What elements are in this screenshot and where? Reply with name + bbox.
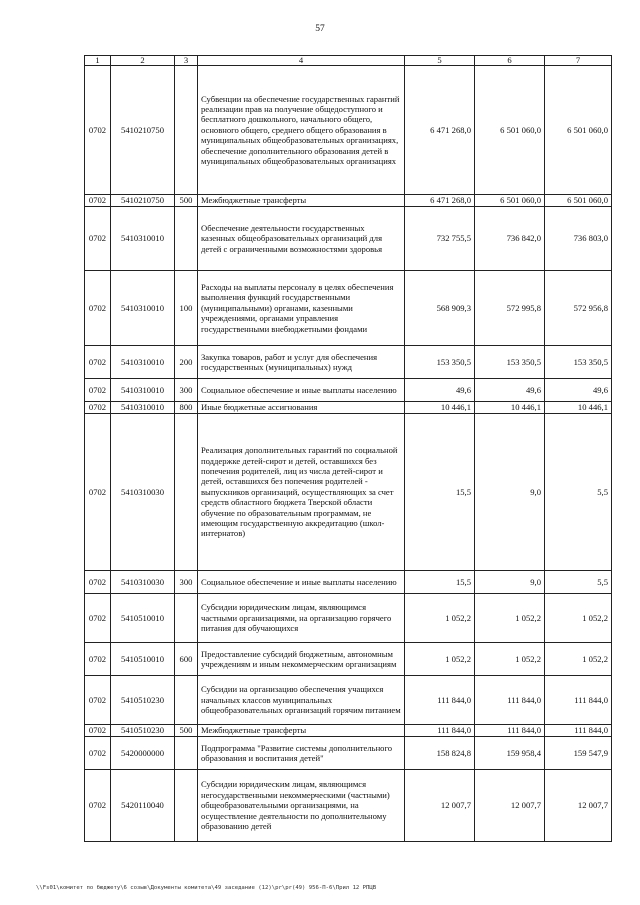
item-name-cell: Реализация дополнительных гарантий по социальной поддержке детей-сирот и детей, оставшихся без попечения родителей, лиц из числа детей-сирот и детей, оставшихся без попечения родителей - выпускников организаций, осуществляющих за счет средств областного бюджета Тверской области обучение по образовательным программам, не имеющим государственную аккредитацию (школ-интернатов) bbox=[198, 414, 405, 571]
section-code-cell: 0702 bbox=[85, 414, 111, 571]
amount-year3-cell: 5,5 bbox=[545, 571, 612, 594]
amount-year3-cell: 6 501 060,0 bbox=[545, 195, 612, 207]
table-row bbox=[85, 195, 612, 207]
amount-year3-cell: 49,6 bbox=[545, 379, 612, 402]
amount-year3-cell: 159 547,9 bbox=[545, 737, 612, 770]
section-code-cell: 0702 bbox=[85, 737, 111, 770]
target-code-cell: 5410310010 bbox=[111, 207, 175, 271]
amount-year3-cell: 6 501 060,0 bbox=[545, 66, 612, 195]
target-code-cell: 5410310010 bbox=[111, 346, 175, 379]
amount-year3-cell: 12 007,7 bbox=[545, 770, 612, 842]
expense-type-cell: 200 bbox=[175, 346, 198, 379]
amount-year3-cell: 10 446,1 bbox=[545, 402, 612, 414]
amount-year1-cell: 12 007,7 bbox=[405, 770, 475, 842]
amount-year1-cell: 111 844,0 bbox=[405, 725, 475, 737]
section-code-cell: 0702 bbox=[85, 66, 111, 195]
table-row bbox=[85, 571, 612, 594]
target-code-cell: 5410510010 bbox=[111, 643, 175, 676]
table-row bbox=[85, 676, 612, 725]
amount-year1-cell: 1 052,2 bbox=[405, 643, 475, 676]
table-row bbox=[85, 271, 612, 346]
expense-type-cell bbox=[175, 414, 198, 571]
target-code-cell: 5410210750 bbox=[111, 66, 175, 195]
expense-type-cell: 500 bbox=[175, 725, 198, 737]
amount-year2-cell: 159 958,4 bbox=[475, 737, 545, 770]
amount-year3-cell: 153 350,5 bbox=[545, 346, 612, 379]
amount-year1-cell: 49,6 bbox=[405, 379, 475, 402]
amount-year2-cell: 9,0 bbox=[475, 571, 545, 594]
column-header: 6 bbox=[475, 56, 545, 66]
footer-file-path: \\Fs01\комитет по бюджету\6 созыв\Документы комитета\49 заседание (12)\pr\pr(49) 956-П-6\Прил 12 РПЦВ bbox=[36, 885, 377, 891]
section-code-cell: 0702 bbox=[85, 271, 111, 346]
amount-year1-cell: 10 446,1 bbox=[405, 402, 475, 414]
amount-year2-cell: 111 844,0 bbox=[475, 676, 545, 725]
amount-year2-cell: 10 446,1 bbox=[475, 402, 545, 414]
amount-year1-cell: 6 471 268,0 bbox=[405, 66, 475, 195]
expense-type-cell bbox=[175, 676, 198, 725]
expense-type-cell: 800 bbox=[175, 402, 198, 414]
item-name-cell: Субсидии юридическим лицам, являющимся негосударственными некоммерческими (частными) общеобразовательными организациями, на осуществление деятельности по дополнительному образованию детей bbox=[198, 770, 405, 842]
amount-year3-cell: 736 803,0 bbox=[545, 207, 612, 271]
amount-year1-cell: 1 052,2 bbox=[405, 594, 475, 643]
target-code-cell: 5410310010 bbox=[111, 379, 175, 402]
section-code-cell: 0702 bbox=[85, 346, 111, 379]
table-row bbox=[85, 770, 612, 842]
table-row bbox=[85, 643, 612, 676]
item-name-cell: Обеспечение деятельности государственных казенных общеобразовательных организаций для детей с ограниченными возможностями здоровья bbox=[198, 207, 405, 271]
target-code-cell: 5410510010 bbox=[111, 594, 175, 643]
target-code-cell: 5410310030 bbox=[111, 571, 175, 594]
amount-year3-cell: 1 052,2 bbox=[545, 643, 612, 676]
section-code-cell: 0702 bbox=[85, 195, 111, 207]
amount-year2-cell: 111 844,0 bbox=[475, 725, 545, 737]
section-code-cell: 0702 bbox=[85, 770, 111, 842]
table-row bbox=[85, 725, 612, 737]
expense-type-cell: 600 bbox=[175, 643, 198, 676]
table-row bbox=[85, 207, 612, 271]
target-code-cell: 5410510230 bbox=[111, 725, 175, 737]
expense-type-cell: 100 bbox=[175, 271, 198, 346]
section-code-cell: 0702 bbox=[85, 402, 111, 414]
item-name-cell: Подпрограмма "Развитие системы дополнительного образования и воспитания детей" bbox=[198, 737, 405, 770]
item-name-cell: Межбюджетные трансферты bbox=[198, 195, 405, 207]
section-code-cell: 0702 bbox=[85, 207, 111, 271]
expense-type-cell: 300 bbox=[175, 379, 198, 402]
table-row bbox=[85, 594, 612, 643]
section-code-cell: 0702 bbox=[85, 643, 111, 676]
item-name-cell: Социальное обеспечение и иные выплаты населению bbox=[198, 571, 405, 594]
column-header: 1 bbox=[85, 56, 111, 66]
amount-year2-cell: 6 501 060,0 bbox=[475, 195, 545, 207]
budget-table bbox=[84, 55, 612, 842]
target-code-cell: 5420110040 bbox=[111, 770, 175, 842]
target-code-cell: 5410310010 bbox=[111, 402, 175, 414]
item-name-cell: Субсидии юридическим лицам, являющимся частными организациями, на организацию горячего питания для обучающихся bbox=[198, 594, 405, 643]
item-name-cell: Предоставление субсидий бюджетным, автономным учреждениям и иным некоммерческим организациям bbox=[198, 643, 405, 676]
table-row bbox=[85, 346, 612, 379]
target-code-cell: 5410210750 bbox=[111, 195, 175, 207]
section-code-cell: 0702 bbox=[85, 725, 111, 737]
table-header-row bbox=[85, 56, 612, 66]
table-row bbox=[85, 379, 612, 402]
expense-type-cell bbox=[175, 737, 198, 770]
item-name-cell: Субвенции на обеспечение государственных гарантий реализации прав на получение общедоступного и бесплатного дошкольного, начального общего, основного общего, среднего общего образования в муниципальных общеобразовательных организациях, обеспечение дополнительного образования детей в муниципальных общеобразовательных организациях bbox=[198, 66, 405, 195]
expense-type-cell bbox=[175, 770, 198, 842]
item-name-cell: Межбюджетные трансферты bbox=[198, 725, 405, 737]
item-name-cell: Субсидии на организацию обеспечения учащихся начальных классов муниципальных общеобразовательных организаций горячим питанием bbox=[198, 676, 405, 725]
amount-year3-cell: 1 052,2 bbox=[545, 594, 612, 643]
amount-year2-cell: 12 007,7 bbox=[475, 770, 545, 842]
expense-type-cell: 500 bbox=[175, 195, 198, 207]
expense-type-cell bbox=[175, 207, 198, 271]
amount-year2-cell: 572 995,8 bbox=[475, 271, 545, 346]
table-row bbox=[85, 414, 612, 571]
target-code-cell: 5420000000 bbox=[111, 737, 175, 770]
item-name-cell: Социальное обеспечение и иные выплаты населению bbox=[198, 379, 405, 402]
target-code-cell: 5410510230 bbox=[111, 676, 175, 725]
amount-year2-cell: 49,6 bbox=[475, 379, 545, 402]
amount-year3-cell: 5,5 bbox=[545, 414, 612, 571]
amount-year1-cell: 158 824,8 bbox=[405, 737, 475, 770]
section-code-cell: 0702 bbox=[85, 676, 111, 725]
amount-year2-cell: 1 052,2 bbox=[475, 643, 545, 676]
item-name-cell: Закупка товаров, работ и услуг для обеспечения государственных (муниципальных) нужд bbox=[198, 346, 405, 379]
section-code-cell: 0702 bbox=[85, 571, 111, 594]
amount-year1-cell: 15,5 bbox=[405, 414, 475, 571]
amount-year2-cell: 1 052,2 bbox=[475, 594, 545, 643]
expense-type-cell: 300 bbox=[175, 571, 198, 594]
amount-year1-cell: 568 909,3 bbox=[405, 271, 475, 346]
amount-year1-cell: 111 844,0 bbox=[405, 676, 475, 725]
page-number: 57 bbox=[315, 24, 325, 34]
column-header: 5 bbox=[405, 56, 475, 66]
amount-year1-cell: 153 350,5 bbox=[405, 346, 475, 379]
column-header: 4 bbox=[198, 56, 405, 66]
item-name-cell: Расходы на выплаты персоналу в целях обеспечения выполнения функций государственными (муниципальными) органами, казенными учреждениями, органами управления государственными внебюджетными фондами bbox=[198, 271, 405, 346]
table-row bbox=[85, 737, 612, 770]
expense-type-cell bbox=[175, 594, 198, 643]
section-code-cell: 0702 bbox=[85, 379, 111, 402]
table-row bbox=[85, 402, 612, 414]
amount-year3-cell: 111 844,0 bbox=[545, 725, 612, 737]
column-header: 7 bbox=[545, 56, 612, 66]
amount-year1-cell: 732 755,5 bbox=[405, 207, 475, 271]
amount-year3-cell: 111 844,0 bbox=[545, 676, 612, 725]
column-header: 3 bbox=[175, 56, 198, 66]
section-code-cell: 0702 bbox=[85, 594, 111, 643]
expense-type-cell bbox=[175, 66, 198, 195]
target-code-cell: 5410310010 bbox=[111, 271, 175, 346]
amount-year2-cell: 6 501 060,0 bbox=[475, 66, 545, 195]
amount-year2-cell: 736 842,0 bbox=[475, 207, 545, 271]
amount-year3-cell: 572 956,8 bbox=[545, 271, 612, 346]
amount-year1-cell: 15,5 bbox=[405, 571, 475, 594]
target-code-cell: 5410310030 bbox=[111, 414, 175, 571]
column-header: 2 bbox=[111, 56, 175, 66]
table-row bbox=[85, 66, 612, 195]
amount-year2-cell: 9,0 bbox=[475, 414, 545, 571]
amount-year1-cell: 6 471 268,0 bbox=[405, 195, 475, 207]
item-name-cell: Иные бюджетные ассигнования bbox=[198, 402, 405, 414]
amount-year2-cell: 153 350,5 bbox=[475, 346, 545, 379]
